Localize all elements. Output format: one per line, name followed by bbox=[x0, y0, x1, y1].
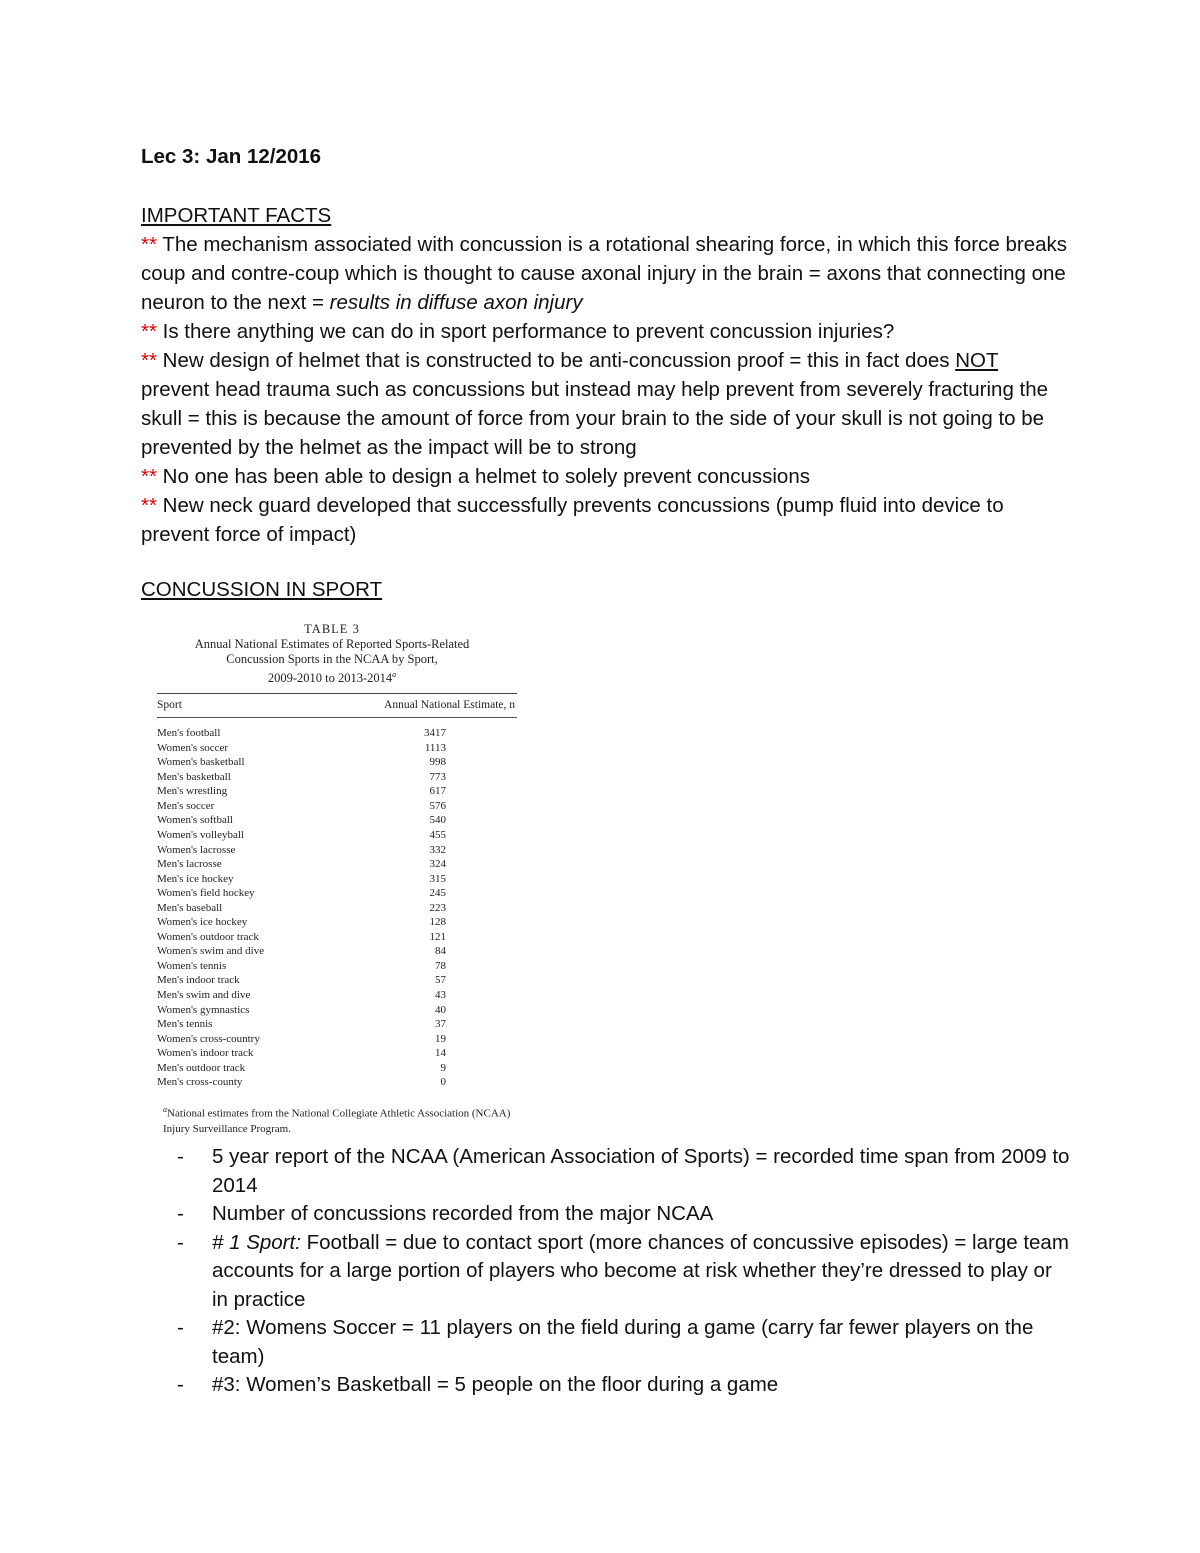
table-caption-line: Annual National Estimates of Reported Sports-Related bbox=[194, 637, 470, 651]
table-cell-sport: Men's outdoor track bbox=[157, 1061, 246, 1074]
table-cell-sport: Women's volleyball bbox=[157, 828, 244, 841]
table-row bbox=[157, 1046, 517, 1061]
table-row bbox=[157, 872, 517, 887]
table-row bbox=[157, 784, 517, 799]
footnote-text: National estimates from the National Collegiate Athletic Association (NCAA) Injury Surveillance Program. bbox=[163, 1107, 511, 1136]
table-row bbox=[157, 1017, 517, 1032]
fact-marker: ** bbox=[141, 320, 157, 343]
table-cell-sport: Men's cross-county bbox=[157, 1076, 243, 1089]
table-cell-estimate: 3417 bbox=[424, 727, 446, 740]
table-cell-estimate: 455 bbox=[429, 828, 446, 841]
fact-text-underlined: NOT bbox=[955, 349, 999, 372]
column-header-estimate: Annual National Estimate, n bbox=[384, 699, 515, 712]
lecture-title: Lec 3: Jan 12/2016 bbox=[141, 145, 322, 168]
important-facts-heading: IMPORTANT FACTS bbox=[141, 204, 332, 227]
table-cell-estimate: 121 bbox=[429, 930, 446, 943]
table-cell-estimate: 84 bbox=[435, 945, 446, 958]
table-cell-estimate: 9 bbox=[440, 1061, 446, 1074]
bullet-dash: - bbox=[177, 1316, 184, 1339]
bullet-text: 5 year report of the NCAA (American Association of Sports) = recorded time span from 2009 to 2014 bbox=[212, 1145, 1070, 1197]
table-cell-sport: Women's cross-country bbox=[157, 1032, 260, 1045]
important-facts-section bbox=[141, 201, 1071, 549]
table-row bbox=[157, 915, 517, 930]
table-top-rule bbox=[157, 693, 517, 694]
table-row bbox=[157, 973, 517, 988]
table-cell-estimate: 223 bbox=[429, 901, 446, 914]
table-row bbox=[157, 1003, 517, 1018]
table-cell-sport: Women's gymnastics bbox=[157, 1003, 250, 1016]
table-caption-line: Concussion Sports in the NCAA by Sport, bbox=[226, 652, 438, 666]
table-caption-line bbox=[147, 667, 517, 686]
fact-item bbox=[141, 317, 1071, 346]
fact-item bbox=[141, 491, 1071, 549]
bullet-text: #3: Women’s Basketball = 5 people on the floor during a game bbox=[212, 1373, 779, 1396]
table-cell-sport: Women's softball bbox=[157, 814, 233, 827]
table-cell-estimate: 617 bbox=[429, 785, 446, 798]
fact-text: The mechanism associated with concussion is a rotational shearing force, in which this force breaks coup and contre-coup which is thought to cause axonal injury in the brain = axons that connecting one neuron to the next = bbox=[141, 233, 1068, 314]
fact-marker: ** bbox=[141, 233, 157, 256]
table-cell-sport: Women's soccer bbox=[157, 741, 229, 754]
list-item bbox=[141, 1143, 1071, 1200]
bullet-text: Number of concussions recorded from the major NCAA bbox=[212, 1202, 714, 1225]
table-cell-sport: Women's lacrosse bbox=[157, 843, 236, 856]
table-cell-sport: Women's outdoor track bbox=[157, 930, 259, 943]
concussion-in-sport-heading: CONCUSSION IN SPORT bbox=[141, 578, 383, 601]
table-cell-estimate: 128 bbox=[429, 916, 446, 929]
table-row bbox=[157, 770, 517, 785]
bullet-dash: - bbox=[177, 1145, 184, 1168]
fact-text-italic: results in diffuse axon injury bbox=[329, 291, 583, 314]
fact-item bbox=[141, 462, 1071, 491]
table-body bbox=[157, 726, 517, 1090]
table-row bbox=[157, 799, 517, 814]
table-cell-estimate: 540 bbox=[429, 814, 446, 827]
table-cell-estimate: 245 bbox=[429, 887, 446, 900]
bullet-dash: - bbox=[177, 1373, 184, 1396]
fact-marker: ** bbox=[141, 494, 157, 517]
list-item bbox=[141, 1229, 1071, 1315]
fact-text: prevent head trauma such as concussions but instead may help prevent from severely fracturing the skull = this is because the amount of force from your brain to the side of your skull is not going to be prevented by the helmet as the impact will be to strong bbox=[141, 378, 1049, 459]
table-cell-estimate: 57 bbox=[435, 974, 446, 987]
table-row bbox=[157, 988, 517, 1003]
table-footnote bbox=[157, 1102, 518, 1138]
table-cell-estimate: 324 bbox=[429, 858, 446, 871]
table-row bbox=[157, 741, 517, 756]
table-cell-estimate: 0 bbox=[440, 1076, 446, 1089]
table-row bbox=[157, 1075, 517, 1090]
table-cell-estimate: 19 bbox=[435, 1032, 446, 1045]
table-cell-estimate: 332 bbox=[429, 843, 446, 856]
table-row bbox=[157, 857, 517, 872]
table-cell-sport: Men's baseball bbox=[157, 901, 223, 914]
table-row bbox=[157, 1061, 517, 1076]
bullet-text: #2: Womens Soccer = 11 players on the field during a game (carry far fewer players on the team) bbox=[212, 1316, 1034, 1368]
table-cell-sport: Men's football bbox=[157, 727, 221, 740]
table-label: TABLE 3 bbox=[304, 622, 360, 636]
table-cell-estimate: 773 bbox=[429, 770, 446, 783]
fact-text: New design of helmet that is constructed to be anti-concussion proof = this in fact does bbox=[156, 349, 956, 372]
table-row bbox=[157, 959, 517, 974]
table-cell-sport: Men's tennis bbox=[157, 1018, 213, 1031]
table-cell-estimate: 315 bbox=[429, 872, 446, 885]
table-cell-estimate: 576 bbox=[429, 799, 446, 812]
table-cell-sport: Men's wrestling bbox=[157, 785, 228, 798]
table-cell-sport: Women's ice hockey bbox=[157, 916, 248, 929]
fact-text: New neck guard developed that successfully prevents concussions (pump fluid into device to prevent force of impact) bbox=[141, 494, 1004, 546]
bullet-text-italic: # 1 Sport: bbox=[212, 1230, 301, 1254]
table-cell-sport: Men's lacrosse bbox=[157, 858, 222, 871]
table-cell-estimate: 1113 bbox=[424, 741, 446, 754]
fact-item bbox=[141, 230, 1071, 317]
table-cell-sport: Men's indoor track bbox=[157, 974, 240, 987]
table-row bbox=[157, 1032, 517, 1047]
fact-text: No one has been able to design a helmet to solely prevent concussions bbox=[156, 465, 810, 488]
table-cell-estimate: 43 bbox=[435, 989, 446, 1001]
table-cell-sport: Women's indoor track bbox=[157, 1047, 254, 1060]
table-row bbox=[157, 828, 517, 843]
bullet-dash: - bbox=[177, 1202, 184, 1225]
table-row bbox=[157, 843, 517, 858]
fact-item bbox=[141, 346, 1071, 462]
table-row bbox=[157, 901, 517, 916]
notes-bullet-list bbox=[141, 1143, 1071, 1400]
footnote-superscript: a bbox=[163, 1104, 167, 1114]
table-figure bbox=[157, 622, 517, 1137]
table-cell-sport: Men's ice hockey bbox=[157, 872, 234, 885]
table-cell-sport: Women's basketball bbox=[157, 756, 245, 769]
table-caption-years: 2009-2010 to 2013-2014 bbox=[267, 671, 393, 686]
fact-marker: ** bbox=[141, 465, 157, 488]
table-row bbox=[157, 944, 517, 959]
table-cell-sport: Women's field hockey bbox=[157, 887, 255, 900]
column-header-sport: Sport bbox=[157, 699, 182, 712]
table-row bbox=[157, 726, 517, 741]
table-cell-sport: Men's swim and dive bbox=[157, 989, 251, 1001]
table-header-row bbox=[157, 699, 517, 711]
table-row bbox=[157, 886, 517, 901]
table-cell-estimate: 40 bbox=[435, 1003, 446, 1016]
fact-text: Is there anything we can do in sport performance to prevent concussion injuries? bbox=[156, 320, 895, 343]
table-caption-superscript: a bbox=[392, 670, 397, 679]
table-cell-sport: Men's basketball bbox=[157, 770, 231, 783]
table-caption bbox=[147, 622, 517, 686]
list-item bbox=[141, 1200, 1071, 1229]
fact-marker: ** bbox=[141, 349, 157, 372]
table-cell-sport: Men's soccer bbox=[157, 799, 215, 812]
bullet-text bbox=[212, 1229, 1071, 1315]
bullet-text-rest: Football = due to contact sport (more chances of concussive episodes) = large team accounts for a large portion of players who become at risk whether they’re dressed to play or in practice bbox=[212, 1230, 1069, 1311]
table-cell-estimate: 14 bbox=[435, 1047, 446, 1060]
table-cell-estimate: 78 bbox=[435, 959, 446, 972]
table-header-rule bbox=[157, 717, 517, 718]
table-cell-sport: Women's swim and dive bbox=[157, 945, 265, 958]
list-item bbox=[141, 1314, 1071, 1371]
list-item bbox=[141, 1371, 1071, 1400]
table-row bbox=[157, 930, 517, 945]
table-cell-estimate: 37 bbox=[435, 1018, 446, 1031]
table-cell-estimate: 998 bbox=[429, 756, 446, 769]
bullet-dash: - bbox=[177, 1230, 184, 1254]
table-row bbox=[157, 813, 517, 828]
table-cell-sport: Women's tennis bbox=[157, 959, 227, 972]
table-row bbox=[157, 755, 517, 770]
